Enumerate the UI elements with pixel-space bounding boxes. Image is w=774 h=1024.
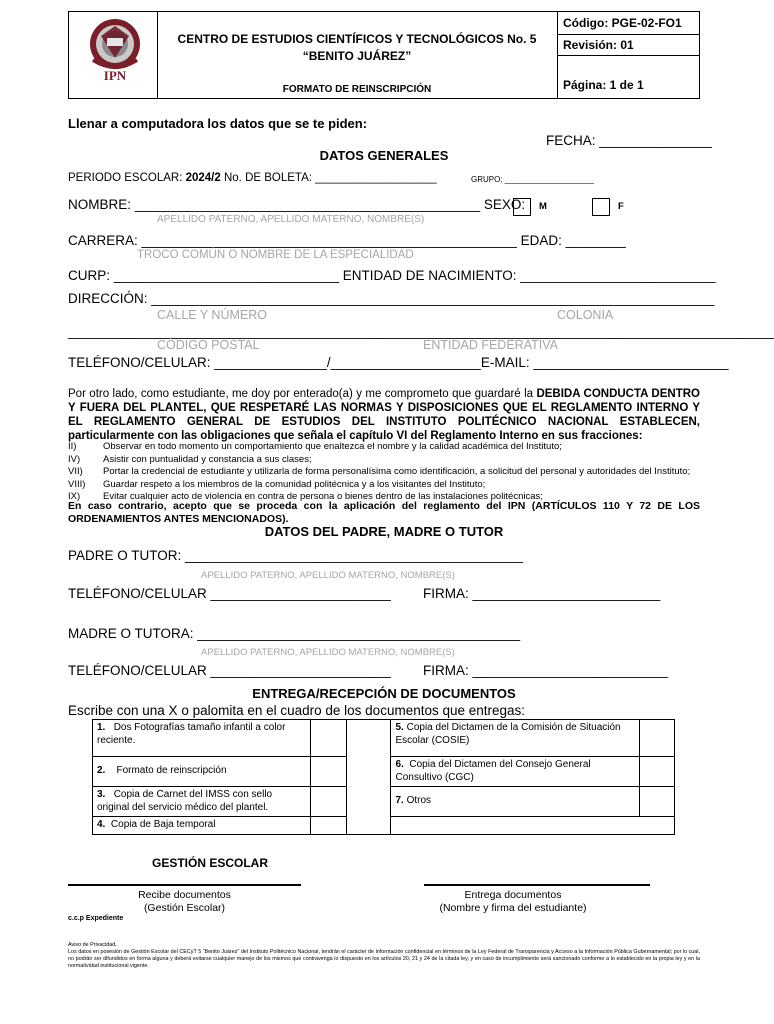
- boleta-field[interactable]: No. DE BOLETA: ___________________: [223, 172, 437, 184]
- entrega-caption: Entrega documentos (Nombre y firma del estudiante): [439, 889, 587, 914]
- document-item: 3. Copia de Carnet del IMSS con sello original del servicio médico del plantel.: [93, 787, 311, 817]
- padre-hint: APELLIDO PATERNO, APELLIDO MATERNO, NOMBRE(S): [201, 570, 455, 581]
- section-title-documents: ENTREGA/RECEPCIÓN DE DOCUMENTOS: [252, 686, 516, 701]
- table-spacer: [347, 720, 391, 835]
- document-item: 6. Copia del Dictamen del Consejo General Consultivo (CGC): [391, 757, 639, 787]
- table-empty-cell: [391, 817, 675, 835]
- documents-instruction: Escribe con una X o palomita en el cuadro de los documentos que entregas:: [68, 703, 526, 718]
- calle-hint: CALLE Y NÚMERO: [157, 308, 267, 322]
- section-title-parents: DATOS DEL PADRE, MADRE O TUTOR: [264, 524, 504, 539]
- document-item: 7. Otros: [391, 787, 639, 817]
- padre-field[interactable]: PADRE O TUTOR: _____________________________________________: [68, 548, 523, 563]
- document-checkbox[interactable]: [311, 817, 347, 835]
- form-code: Código: PGE-02-FO1: [563, 16, 682, 30]
- sexo-m-label: M: [539, 201, 547, 212]
- carrera-field[interactable]: CARRERA: __________________________________________________ EDAD: ________: [68, 233, 626, 248]
- commitment-paragraph: [68, 387, 700, 443]
- commitment-text: Por otro lado, como estudiante, me doy por enterado(a) y me comprometo que guardaré la: [68, 388, 537, 400]
- padre-firma-field[interactable]: FIRMA: _________________________: [423, 586, 661, 601]
- header-divider: [157, 12, 158, 98]
- periodo-row: [68, 172, 437, 184]
- madre-hint: APELLIDO PATERNO, APELLIDO MATERNO, NOMBRE(S): [201, 647, 455, 658]
- cp-hint: CÓDIGO POSTAL: [157, 338, 260, 352]
- document-checkbox[interactable]: [639, 757, 674, 787]
- institution-name: CENTRO DE ESTUDIOS CIENTÍFICOS Y TECNOLÓGICOS No. 5: [177, 32, 537, 46]
- document-item: 4. Copia de Baja temporal: [93, 817, 311, 835]
- periodo-label: PERIODO ESCOLAR:: [68, 172, 183, 184]
- intro-text: Llenar a computadora los datos que se te piden:: [68, 116, 368, 131]
- documents-table: [92, 719, 675, 835]
- madre-field[interactable]: MADRE O TUTORA: ___________________________________________: [68, 626, 521, 641]
- privacy-title: Aviso de Privacidad.: [68, 942, 117, 948]
- form-revision: Revisión: 01: [563, 38, 634, 52]
- madre-telefono-field[interactable]: TELÉFONO/CELULAR ________________________: [68, 663, 391, 678]
- direccion-line-2[interactable]: ______________________________________________________________________________________________: [68, 324, 774, 339]
- curp-field[interactable]: CURP: ______________________________ ENTIDAD DE NACIMIENTO: __________________________: [68, 268, 716, 283]
- carrera-hint: TROCO COMÚN O NOMBRE DE LA ESPECIALIDAD: [137, 249, 414, 261]
- direccion-field[interactable]: DIRECCIÓN: ___________________________________________________________________________: [68, 291, 715, 306]
- telefono-email-field[interactable]: TELÉFONO/CELULAR: _______________/____________________E-MAIL: __________________________: [68, 355, 729, 370]
- fraction-item: VIII) Guardar respeto a los miembros de la comunidad politécnica y a los visitantes del Instituto;: [68, 478, 486, 490]
- logo-text: IPN: [103, 68, 127, 83]
- sexo-f-label: F: [618, 201, 624, 212]
- commitment-bold-text: DEBIDA CONDUCTA DENTRO Y FUERA DEL PLANTEL, QUE RESPETARÉ LAS NORMAS Y DISPOSICIONES QUE EL REGLAMENTO INTERNO Y EL REGLAMENTO GENERAL DE ESTUDIOS DEL INSTITUTO POLITÉCNICO NACIONAL ESTABLECEN, particularmente con las obligaciones que señala el capítulo VI del Reglamento Interno en sus fracciones:: [68, 388, 700, 442]
- recibe-caption: Recibe documentos (Gestión Escolar): [138, 889, 231, 914]
- document-checkbox[interactable]: [639, 720, 674, 757]
- entidad-hint: ENTIDAD FEDERATIVA: [423, 338, 558, 352]
- fraction-item: VII) Portar la credencial de estudiante y utilizarla de forma personalísima como identificación, a solicitud del personal y autoridades del Instituto;: [68, 466, 691, 477]
- form-title: FORMATO DE REINSCRIPCIÓN: [282, 84, 432, 95]
- document-checkbox[interactable]: [639, 787, 674, 817]
- section-title-general: DATOS GENERALES: [319, 148, 449, 163]
- grupo-field[interactable]: GRUPO: ____________________: [471, 175, 594, 184]
- sexo-f-checkbox[interactable]: [592, 198, 610, 216]
- document-checkbox[interactable]: [311, 720, 347, 757]
- nombre-hint: APELLIDO PATERNO, APELLIDO MATERNO, NOMBRE(S): [157, 214, 425, 225]
- padre-telefono-field[interactable]: TELÉFONO/CELULAR ________________________: [68, 586, 391, 601]
- entrega-signature-line[interactable]: [424, 884, 650, 886]
- table-row: [93, 720, 675, 757]
- madre-firma-field[interactable]: FIRMA: __________________________: [423, 663, 668, 678]
- fraction-item: IV) Asistir con puntualidad y constancia a sus clases;: [68, 453, 312, 465]
- privacy-notice: [68, 942, 700, 970]
- colonia-hint: COLONIA: [557, 308, 614, 322]
- fraction-list: [68, 441, 690, 504]
- form-page: Página: 1 de 1: [563, 78, 644, 92]
- header-box: [68, 11, 700, 99]
- commitment-closing: En caso contrario, acepto que se proceda con la aplicación del reglamento del IPN (ARTÍCULOS 110 Y 72 DE LOS ORDENAMIENTOS ANTES MENCIONADOS).: [68, 500, 700, 525]
- sexo-m-checkbox[interactable]: [513, 198, 531, 216]
- fraction-item: IX) Evitar cualquier acto de violencia en contra de persona o bienes dentro de las instalaciones politécnicas;: [68, 491, 543, 502]
- document-item: 2. Formato de reinscripción: [93, 757, 311, 787]
- nombre-field[interactable]: NOMBRE: ______________________________________________ SEXO:: [68, 197, 526, 212]
- fecha-field[interactable]: FECHA: _______________: [546, 133, 712, 148]
- header-divider: [557, 34, 699, 35]
- fraction-item: II) Observar en todo momento un comportamiento que enaltezca el nombre y la calidad académica del Instituto;: [68, 441, 562, 452]
- gestion-escolar-title: GESTIÓN ESCOLAR: [152, 856, 269, 870]
- institution-subname: “BENITO JUÁREZ”: [302, 49, 412, 63]
- document-item: 5. Copia del Dictamen de la Comisión de Situación Escolar (COSIE): [391, 720, 639, 757]
- document-item: 1. Dos Fotografías tamaño infantil a color reciente.: [93, 720, 311, 757]
- document-checkbox[interactable]: [311, 757, 347, 787]
- document-checkbox[interactable]: [311, 787, 347, 817]
- ccp-text: c.c.p Expediente: [68, 915, 124, 922]
- header-divider: [557, 55, 699, 56]
- periodo-value: 2024/2: [185, 172, 221, 184]
- privacy-text: Los datos en posesión de Gestión Escolar del CECyT 5 “Benito Juárez” del Instituto Politécnico Nacional, tendrán el carácter de información confidencial en términos de la Ley Federal de Transparencia y Acceso a la Información Pública Gubernamental; por lo cual, no podrán ser difundidos en forma alguna y deberá evitarse cualquier manejo de los mismos que contravenga lo dispuesto en los artículos 20, 21 y 24 de la citada ley, y en caso de incumplimiento será sancionado conforme a lo establecido en la propia ley y en la normatividad institucional vigente.: [68, 949, 700, 969]
- recibe-signature-line[interactable]: [68, 884, 301, 886]
